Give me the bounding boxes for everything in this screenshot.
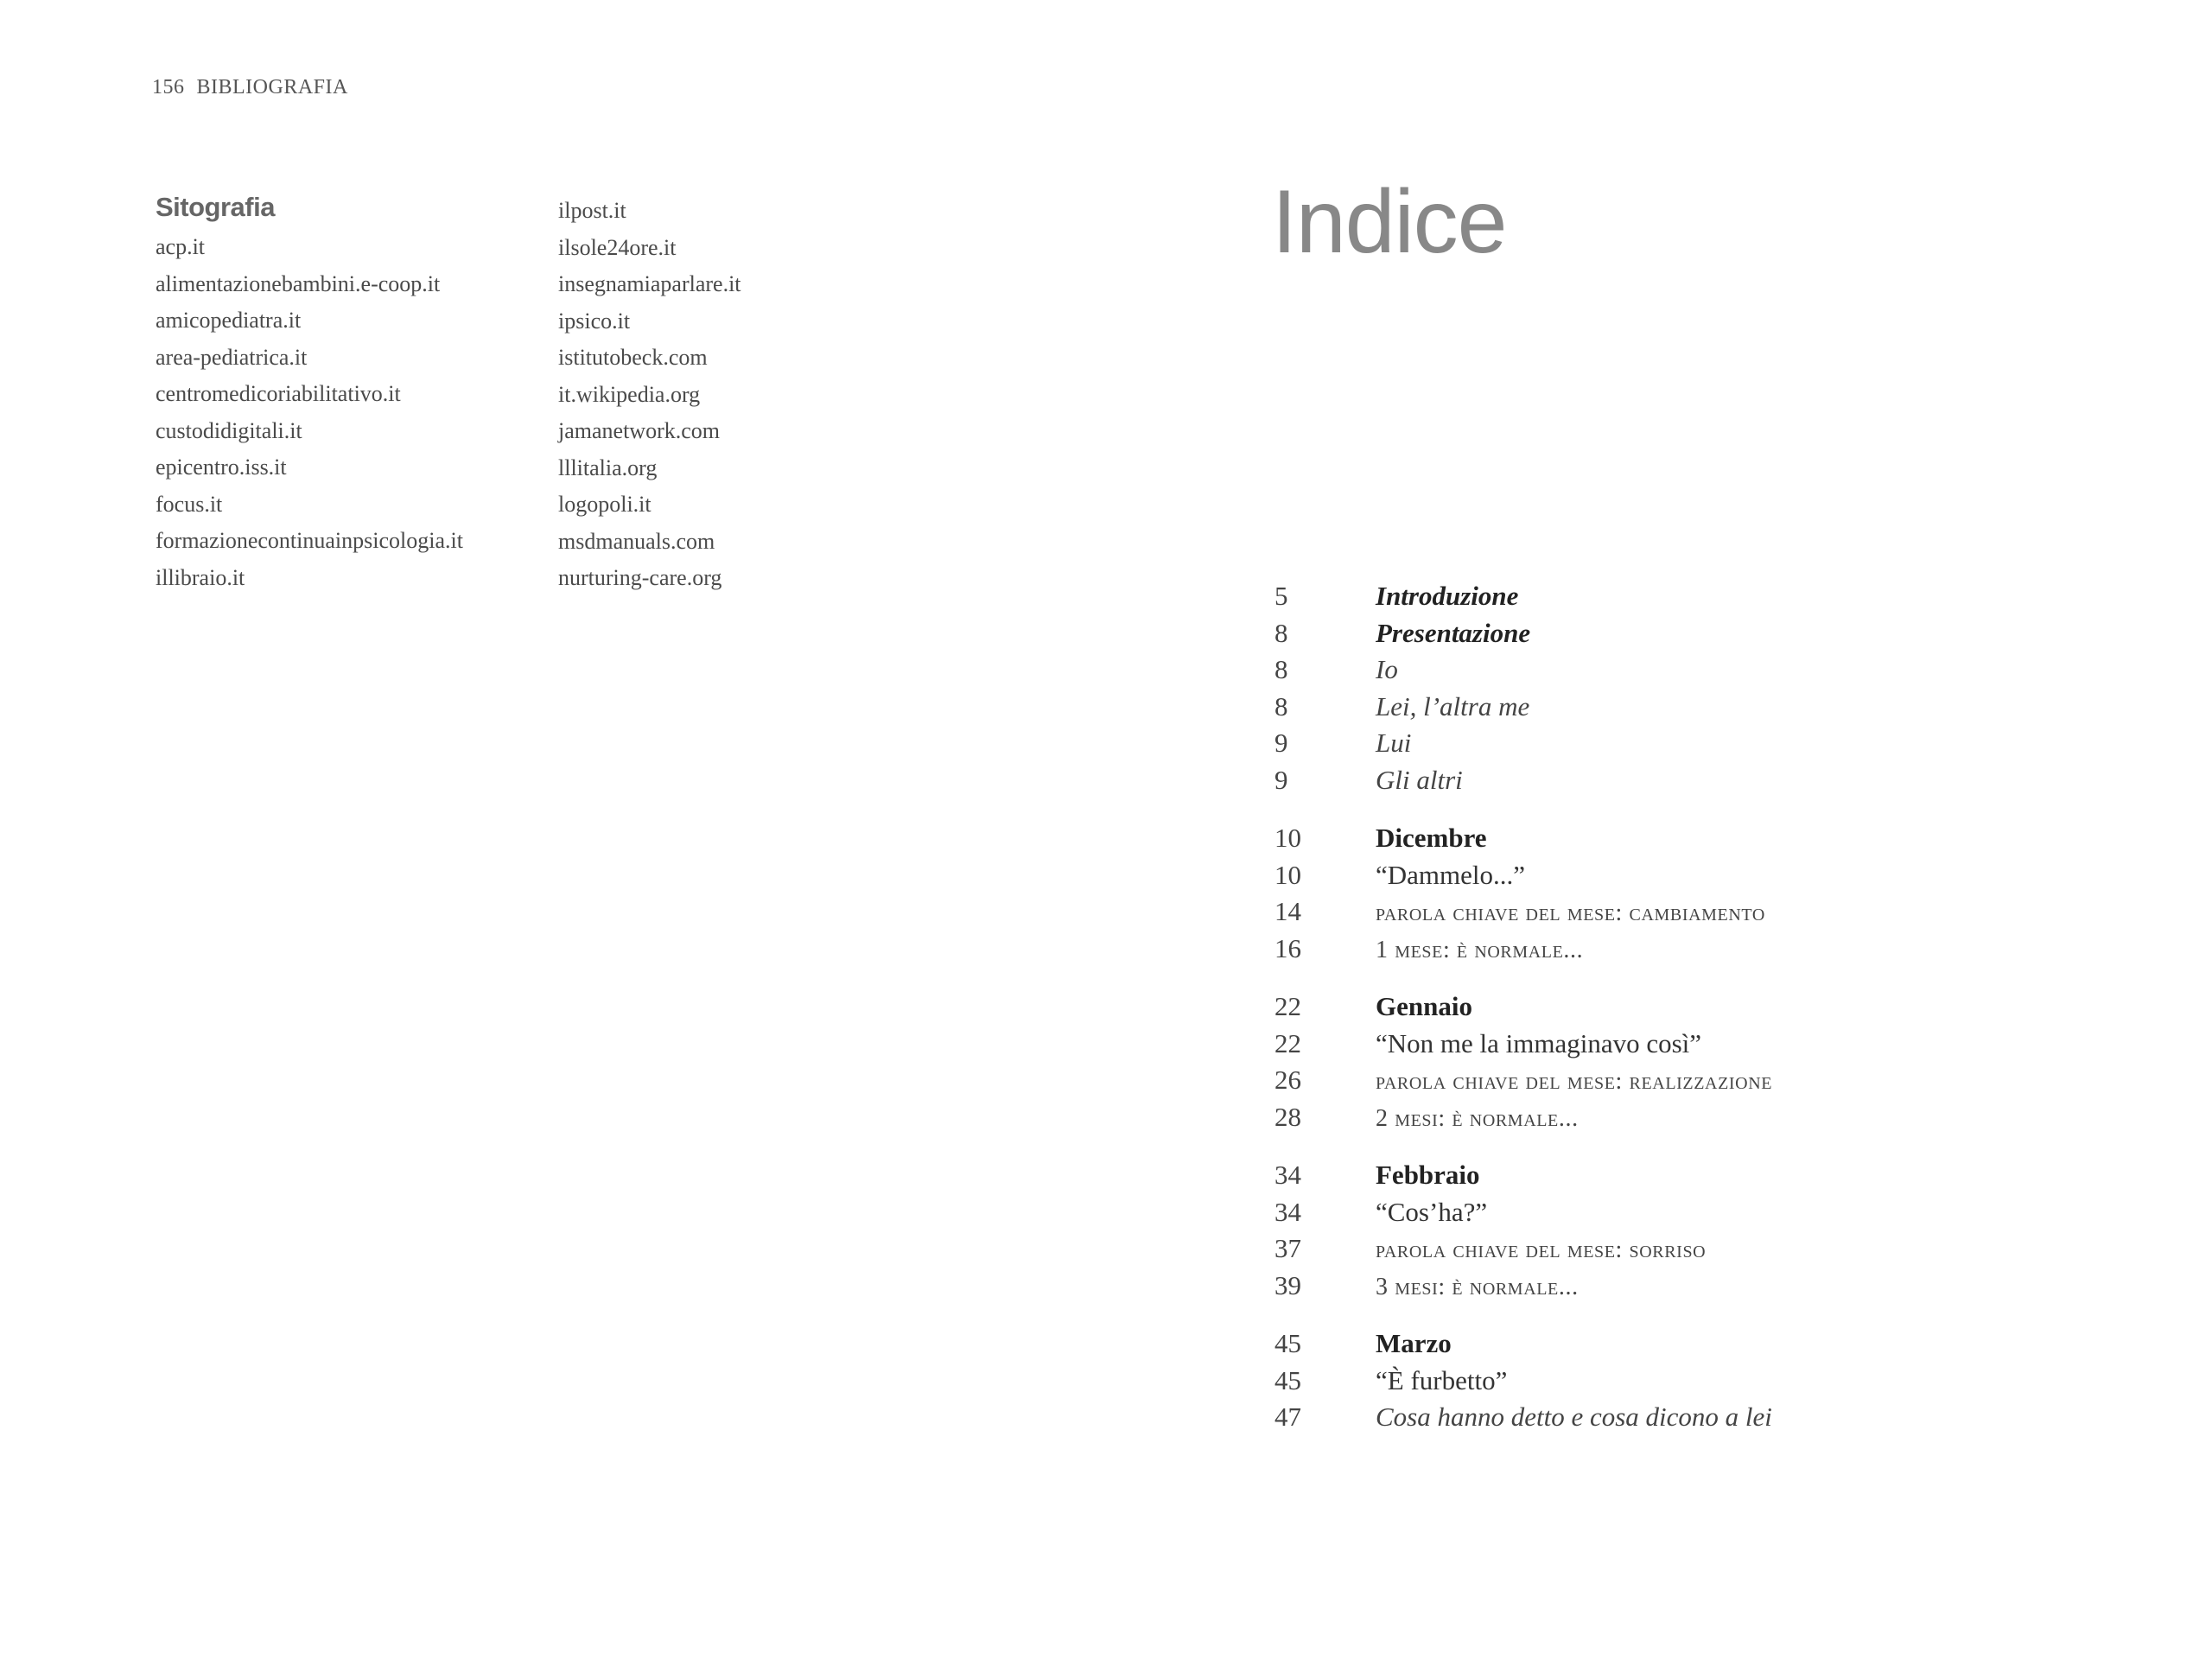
- site-item: area-pediatrica.it: [156, 344, 308, 370]
- toc-entry-title: “Cos’ha?”: [1376, 1196, 1488, 1227]
- toc-entry: [1274, 991, 1879, 1028]
- site-item: amicopediatra.it: [156, 308, 302, 333]
- toc-entry: [1274, 1102, 1879, 1139]
- toc-entry: [1274, 1365, 1879, 1402]
- toc-page-number: 10: [1274, 859, 1301, 890]
- toc-entry: [1274, 581, 1879, 618]
- running-head-title: BIBLIOGRAFIA: [196, 76, 348, 99]
- toc-page-number: 14: [1274, 896, 1301, 926]
- site-item: focus.it: [156, 491, 223, 517]
- toc-entry-title: Febbraio: [1376, 1160, 1480, 1190]
- toc-page-number: 47: [1274, 1402, 1301, 1432]
- toc-page-number: 8: [1274, 654, 1288, 684]
- site-item: insegnamiaparlare.it: [558, 271, 741, 296]
- toc-page-number: 45: [1274, 1364, 1301, 1395]
- toc-page-number: 5: [1274, 581, 1288, 611]
- site-item: custodidigitali.it: [156, 417, 302, 443]
- toc-entry-title: Io: [1376, 654, 1398, 684]
- toc-page-number: 22: [1274, 991, 1301, 1021]
- toc-page-number: 37: [1274, 1233, 1301, 1263]
- toc-page-number: 9: [1274, 728, 1288, 758]
- toc-page-number: 39: [1274, 1269, 1301, 1300]
- site-item: it.wikipedia.org: [558, 381, 701, 407]
- sitografia-heading: Sitografia: [156, 192, 275, 222]
- site-item: illibraio.it: [156, 564, 245, 590]
- toc-entry-title: 1 mese: è normale...: [1376, 936, 1584, 963]
- toc-page-number: 26: [1274, 1065, 1301, 1095]
- toc-page-number: 9: [1274, 764, 1288, 795]
- toc-entry-title: parola chiave del mese: realizzazione: [1376, 1068, 1773, 1095]
- toc-group: [1274, 1328, 1879, 1439]
- toc-entry-title: parola chiave del mese: cambiamento: [1376, 899, 1765, 926]
- toc-entry: [1274, 691, 1879, 728]
- toc-entry-title: Lui: [1376, 728, 1412, 758]
- toc-entry: [1274, 765, 1879, 802]
- toc-entry-title: Lei, l’altra me: [1376, 690, 1530, 721]
- toc-entry-title: Introduzione: [1376, 581, 1519, 611]
- site-item: ilpost.it: [558, 198, 626, 223]
- site-item: acp.it: [156, 234, 206, 259]
- toc-page-number: 34: [1274, 1196, 1301, 1227]
- toc-entry-title: Presentazione: [1376, 617, 1531, 648]
- toc-entry: [1274, 618, 1879, 655]
- toc-entry: [1274, 728, 1879, 765]
- toc-group: [1274, 1160, 1879, 1306]
- toc-entry: [1274, 1197, 1879, 1234]
- index-title: Indice: [1272, 172, 1507, 272]
- toc-page-number: 45: [1274, 1328, 1301, 1358]
- toc-group: [1274, 581, 1879, 801]
- sites-list-col2: [558, 193, 741, 597]
- site-item: istitutobeck.com: [558, 345, 708, 370]
- toc-page-number: 10: [1274, 823, 1301, 853]
- table-of-contents: [1274, 581, 1879, 1460]
- site-item: formazionecontinuainpsicologia.it: [156, 528, 463, 553]
- toc-entry-title: Gli altri: [1376, 764, 1463, 795]
- toc-entry: [1274, 860, 1879, 897]
- toc-entry-title: Dicembre: [1376, 823, 1487, 853]
- toc-entry-title: 2 mesi: è normale...: [1376, 1104, 1579, 1132]
- site-item: msdmanuals.com: [558, 528, 715, 554]
- toc-entry-title: Cosa hanno detto e cosa dicono a lei: [1376, 1402, 1772, 1432]
- toc-entry: [1274, 823, 1879, 860]
- site-item: lllitalia.org: [558, 454, 658, 480]
- toc-page-number: 22: [1274, 1027, 1301, 1058]
- site-item: nurturing-care.org: [558, 565, 722, 590]
- toc-entry: [1274, 1233, 1879, 1270]
- toc-entry-title: “Non me la immaginavo così”: [1376, 1027, 1702, 1058]
- toc-entry: [1274, 933, 1879, 970]
- site-item: ipsico.it: [558, 308, 631, 334]
- site-item: ilsole24ore.it: [558, 234, 677, 260]
- toc-entry: [1274, 654, 1879, 691]
- toc-entry: [1274, 1160, 1879, 1197]
- toc-page-number: 34: [1274, 1160, 1301, 1190]
- toc-entry-title: “È furbetto”: [1376, 1364, 1508, 1395]
- toc-entry-title: “Dammelo...”: [1376, 859, 1526, 890]
- toc-entry: [1274, 1402, 1879, 1439]
- page-number: 156: [152, 76, 185, 99]
- toc-page-number: 8: [1274, 690, 1288, 721]
- site-item: logopoli.it: [558, 492, 652, 517]
- toc-entry-title: 3 mesi: è normale...: [1376, 1273, 1579, 1300]
- toc-entry: [1274, 1270, 1879, 1307]
- toc-page-number: 28: [1274, 1101, 1301, 1132]
- site-item: centromedicoriabilitativo.it: [156, 381, 401, 406]
- sites-list-col1: [156, 229, 463, 596]
- toc-entry: [1274, 896, 1879, 933]
- toc-entry-title: Marzo: [1376, 1328, 1452, 1358]
- running-head: [152, 76, 348, 99]
- site-item: epicentro.iss.it: [156, 454, 287, 480]
- site-item: alimentazionebambini.e-coop.it: [156, 270, 441, 296]
- toc-page-number: 8: [1274, 617, 1288, 648]
- toc-page-number: 16: [1274, 932, 1301, 963]
- toc-entry: [1274, 1328, 1879, 1365]
- toc-entry: [1274, 1065, 1879, 1102]
- toc-entry-title: parola chiave del mese: sorriso: [1376, 1236, 1707, 1263]
- site-item: jamanetwork.com: [558, 418, 720, 443]
- toc-group: [1274, 823, 1879, 969]
- toc-group: [1274, 991, 1879, 1138]
- toc-entry-title: Gennaio: [1376, 991, 1472, 1021]
- toc-entry: [1274, 1028, 1879, 1065]
